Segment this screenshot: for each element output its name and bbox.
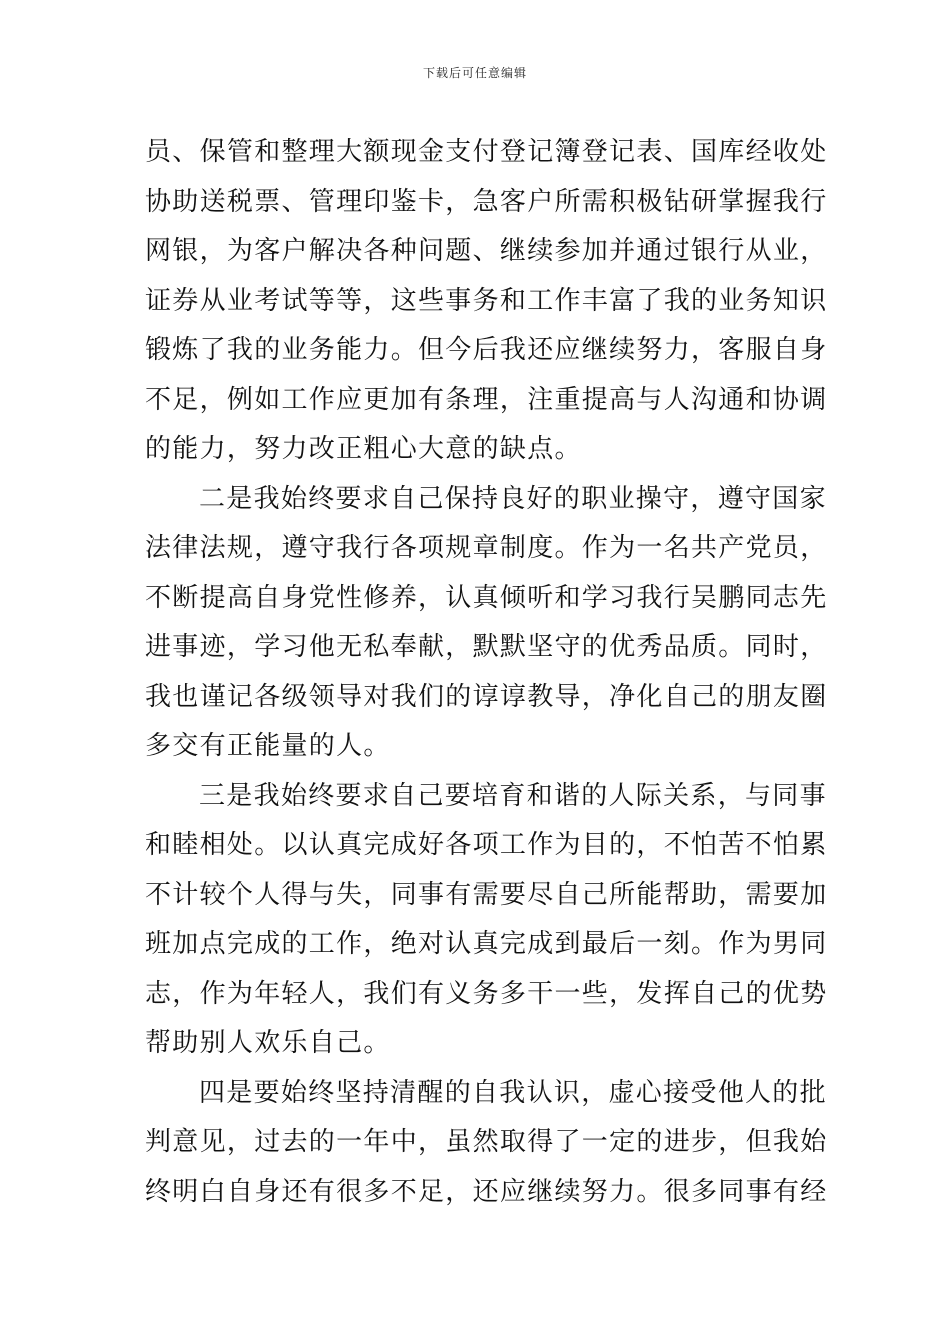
body-line: 证券从业考试等等，这些事务和工作丰富了我的业务知识 (145, 285, 828, 316)
body-line: 锻炼了我的业务能力。但今后我还应继续努力，客服自身 (145, 335, 828, 365)
body-line: 不断提高自身党性修养，认真倾听和学习我行吴鹏同志先 (145, 582, 828, 613)
body-line: 四是要始终坚持清醒的自我认识，虚心接受他人的批 (199, 1077, 827, 1108)
body-line: 志，作为年轻人，我们有义务多干一些，发挥自己的优势 (145, 978, 828, 1009)
page-header-note: 下载后可任意编辑 (422, 66, 527, 80)
body-line: 协助送税票、管理印鉴卡，急客户所需积极钻研掌握我行 (145, 186, 828, 217)
body-line: 的能力，努力改正粗心大意的缺点。 (145, 434, 582, 464)
document-body (145, 128, 828, 1217)
body-line: 班加点完成的工作，绝对认真完成到最后一刻。作为男同 (145, 929, 828, 959)
body-line: 不足，例如工作应更加有条理，注重提高与人沟通和协调 (145, 384, 828, 415)
body-line: 员、保管和整理大额现金支付登记簿登记表、国库经收处 (145, 137, 828, 167)
body-line: 不计较个人得与失，同事有需要尽自己所能帮助，需要加 (145, 879, 828, 910)
body-line: 多交有正能量的人。 (145, 731, 391, 761)
body-line: 三是我始终要求自己要培育和谐的人际关系，与同事 (199, 780, 827, 811)
body-line: 和睦相处。以认真完成好各项工作为目的，不怕苦不怕累 (145, 830, 828, 860)
body-line: 帮助别人欢乐自己。 (145, 1028, 391, 1058)
body-line: 我也谨记各级领导对我们的谆谆教导，净化自己的朋友圈 (145, 681, 828, 712)
body-line: 进事迹，学习他无私奉献，默默坚守的优秀品质。同时， (145, 632, 828, 662)
body-line: 法律法规，遵守我行各项规章制度。作为一名共产党员， (145, 533, 828, 563)
body-line: 判意见，过去的一年中，虽然取得了一定的进步，但我始 (145, 1127, 828, 1157)
body-line: 终明白自身还有很多不足，还应继续努力。很多同事有经 (145, 1176, 828, 1207)
body-line: 网银，为客户解决各种问题、继续参加并通过银行从业， (145, 236, 828, 266)
body-line: 二是我始终要求自己保持良好的职业操守，遵守国家 (199, 483, 827, 514)
